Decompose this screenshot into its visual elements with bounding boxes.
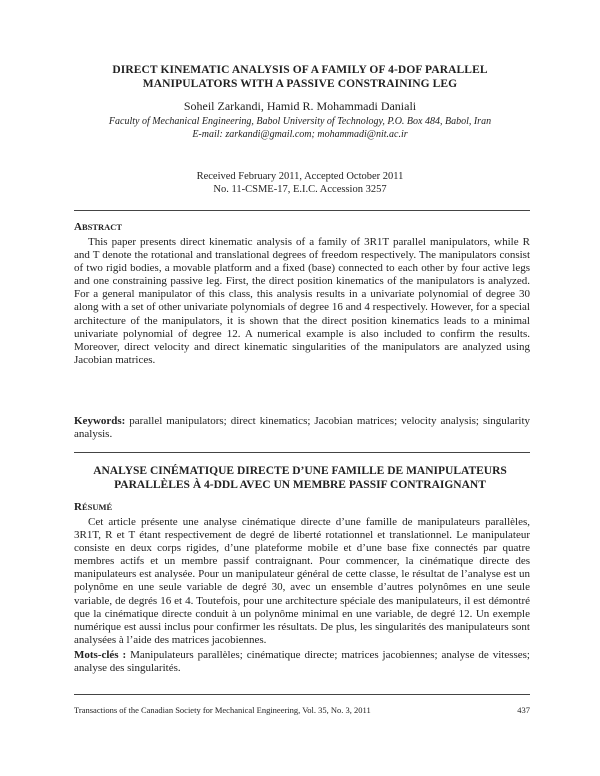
affiliation-block	[60, 116, 540, 141]
keywords-label: Keywords:	[74, 415, 126, 427]
footer-divider	[74, 694, 530, 695]
resume-heading: RÉSUMÉ	[74, 501, 113, 513]
email-line: E-mail: zarkandi@gmail.com; mohammadi@nit.ac.ir	[192, 128, 408, 140]
authors: Soheil Zarkandi, Hamid R. Mohammadi Daniali	[183, 99, 417, 113]
accession-number: No. 11-CSME-17, E.I.C. Accession 3257	[213, 184, 387, 195]
mots-cles-text: Manipulateurs parallèles; cinématique directe; matrices jacobiennes; analyse de vitesses; analyse des singularités.	[74, 649, 530, 675]
abstract-text: This paper presents direct kinematic analysis of a family of 3R1T parallel manipulators, while R and T denote the rotational and translational degrees of freedom respectively. The manipulators consist of two rigid bodies, a movable platform and a fixed (base) connected to each other by four active legs and one constraining passive leg. First, the direct position kinematics of the manipulators is analyzed. For a general manipulator of this class, this analysis results in a univariate polynomial of degree 30 along with a set of other univariate polynomials of degree 16 and 4 respectively. However, for a special architecture of the manipulators, it is shown that the direct position kinematics leads to a minimal univariate polynomial of degree 12. A numerical example is also included to confirm the results. Moreover, direct velocity and direct kinematic singularities of the manipulators are analyzed using Jacobian matrices.	[74, 236, 530, 366]
mots-cles-label: Mots-clés :	[74, 649, 127, 661]
received-block	[60, 170, 540, 196]
page-number: 437	[517, 705, 530, 715]
french-title-line1: ANALYSE CINÉMATIQUE DIRECTE D’UNE FAMILLE DE MANIPULATEURS	[93, 465, 507, 477]
received-dates: Received February 2011, Accepted October 2011	[196, 171, 404, 182]
keywords	[74, 415, 530, 441]
french-title	[60, 464, 540, 492]
resume-text: Cet article présente une analyse cinématique directe d’une famille de manipulateurs parallèles, 3R1T, R et T étant respectivement de degré de liberté rotationnel et translationnel. Le manipulateur consiste en deux corps rigides, d’une plateforme mobile et d’une base fixe connectés par quatre membres actifs et un membre passif contraignant. Pour commencer, la cinématique directe des manipulateurs est analysée. Pour un manipulateur général de cette classe, le résultat de l’analyse est un polynôme en une seule variable de degré 30, avec un ensemble d’autres polynômes en une seule variable, de degrés 16 et 4. Toutefois, pour une architecture spéciale des manipulateurs, il est démontré que la cinématique directe conduit à un polynôme minimal en une variable, de degré 12. Un exemple numérique est aussi inclus pour confirmer les résultats. De plus, les singularités des manipulateurs sont analysées à l’aide des matrices jacobiennes.	[74, 516, 530, 646]
mots-cles	[74, 649, 530, 675]
middle-divider	[74, 452, 530, 453]
paper-title	[60, 63, 540, 91]
french-title-line2: PARALLÈLES À 4-DDL AVEC UN MEMBRE PASSIF CONTRAIGNANT	[114, 479, 486, 491]
keywords-text: parallel manipulators; direct kinematics; Jacobian matrices; velocity analysis; singularity analysis.	[74, 415, 530, 441]
footer-journal: Transactions of the Canadian Society for Mechanical Engineering, Vol. 35, No. 3, 2011	[74, 705, 371, 715]
page-footer	[74, 705, 530, 715]
paper-title-line1: DIRECT KINEMATIC ANALYSIS OF A FAMILY OF 4-DOF PARALLEL	[112, 64, 488, 76]
paper-title-line2: MANIPULATORS WITH A PASSIVE CONSTRAINING LEG	[142, 78, 458, 90]
top-divider	[74, 210, 530, 211]
affiliation: Faculty of Mechanical Engineering, Babol University of Technology, P.O. Box 484, Babol, Iran	[108, 116, 492, 127]
abstract-heading: ABSTRACT	[74, 221, 123, 233]
